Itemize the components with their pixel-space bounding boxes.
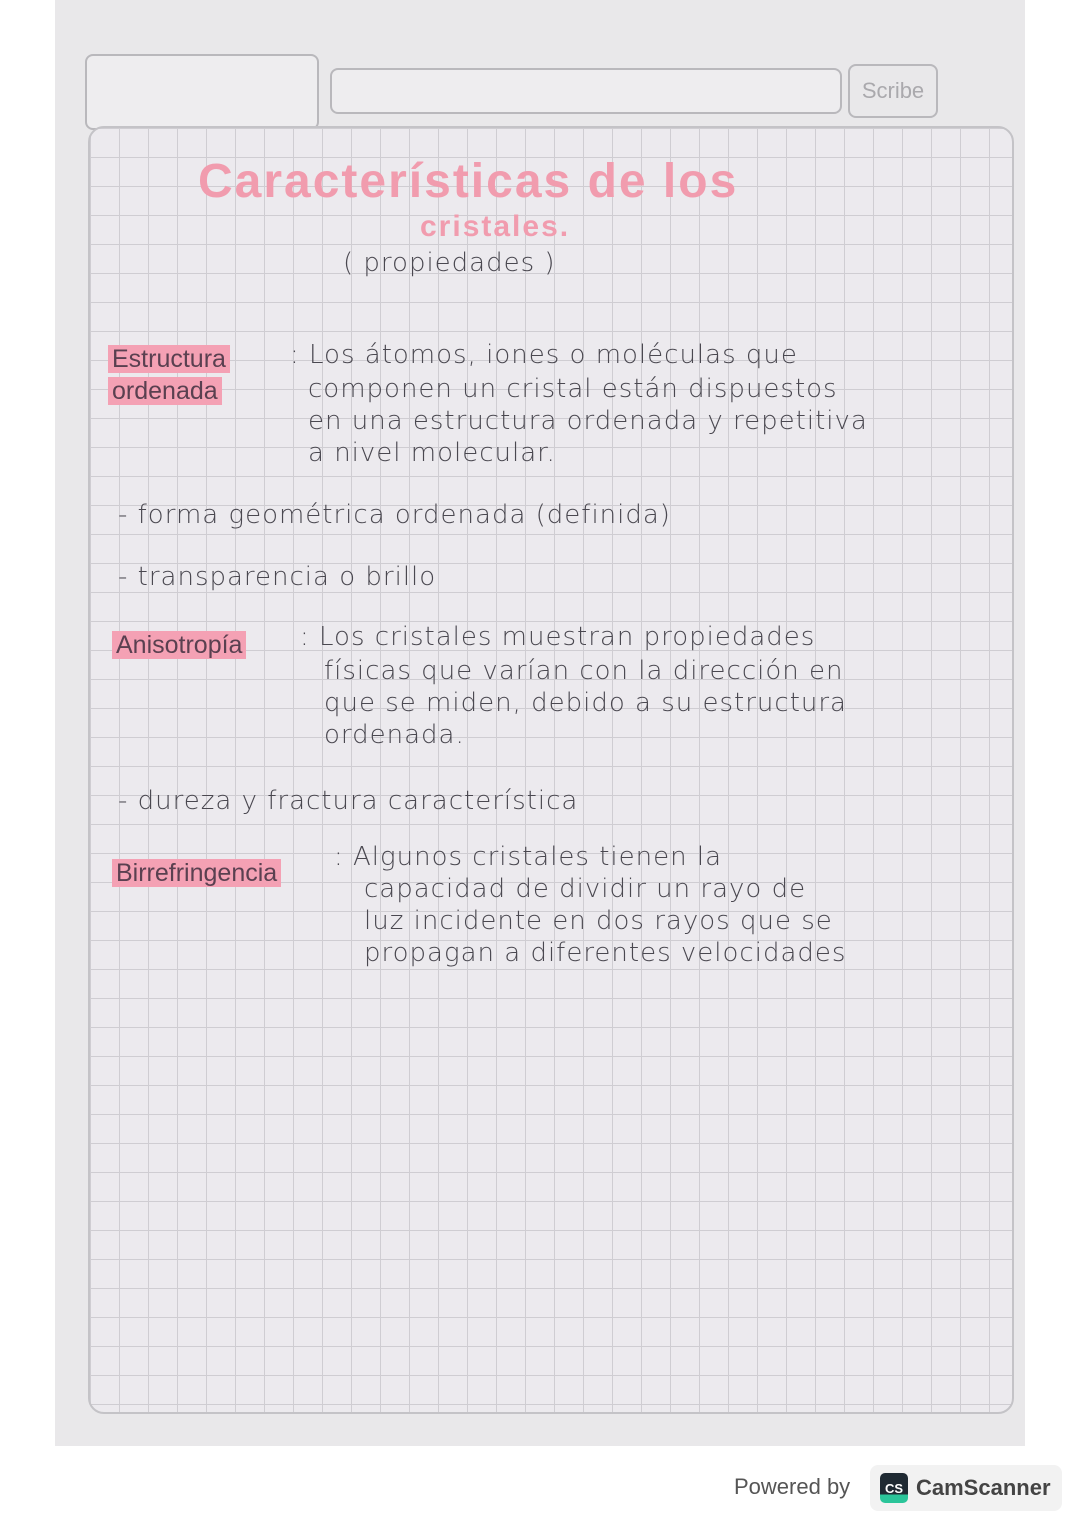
term-birrefringencia: Birrefringencia [112, 858, 281, 889]
definition-line: que se miden, debido a su estructura [324, 688, 847, 718]
bullet-item: - forma geométrica ordenada (definida) [118, 500, 671, 530]
definition-line: a nivel molecular. [308, 438, 556, 468]
subject-box [330, 68, 842, 114]
brand-logo: Scribe [848, 64, 938, 118]
definition-line: : Los átomos, iones o moléculas que [290, 340, 798, 370]
powered-by-label: Powered by [734, 1474, 851, 1499]
term-anisotropia: Anisotropía [112, 630, 246, 661]
definition-line: en una estructura ordenada y repetitiva [308, 406, 868, 436]
bullet-item: - transparencia o brillo [118, 562, 437, 592]
bullet-item: - dureza y fractura característica [118, 786, 579, 816]
definition-line: físicas que varían con la dirección en [324, 656, 844, 686]
definition-line: luz incidente en dos rayos que se [364, 906, 833, 936]
camscanner-badge [870, 1465, 1062, 1511]
note-title: Características de los [198, 155, 739, 208]
definition-line: propagan a diferentes velocidades [364, 938, 847, 968]
note-subtitle: ( propiedades ) [343, 248, 556, 278]
camscanner-name: CamScanner [916, 1475, 1051, 1500]
term-ordenada: ordenada [108, 376, 222, 407]
date-box [85, 54, 319, 130]
grid-area [88, 126, 1014, 1414]
definition-line: ordenada. [324, 720, 465, 750]
definition-line: : Los cristales muestran propiedades [300, 622, 816, 652]
camscanner-logo-icon: CS [880, 1473, 908, 1503]
note-title-line2: cristales. [420, 210, 571, 243]
definition-line: : Algunos cristales tienen la [334, 842, 723, 872]
term-estructura: Estructura [108, 344, 230, 375]
definition-line: capacidad de dividir un rayo de [364, 874, 807, 904]
definition-line: componen un cristal están dispuestos [308, 374, 838, 404]
